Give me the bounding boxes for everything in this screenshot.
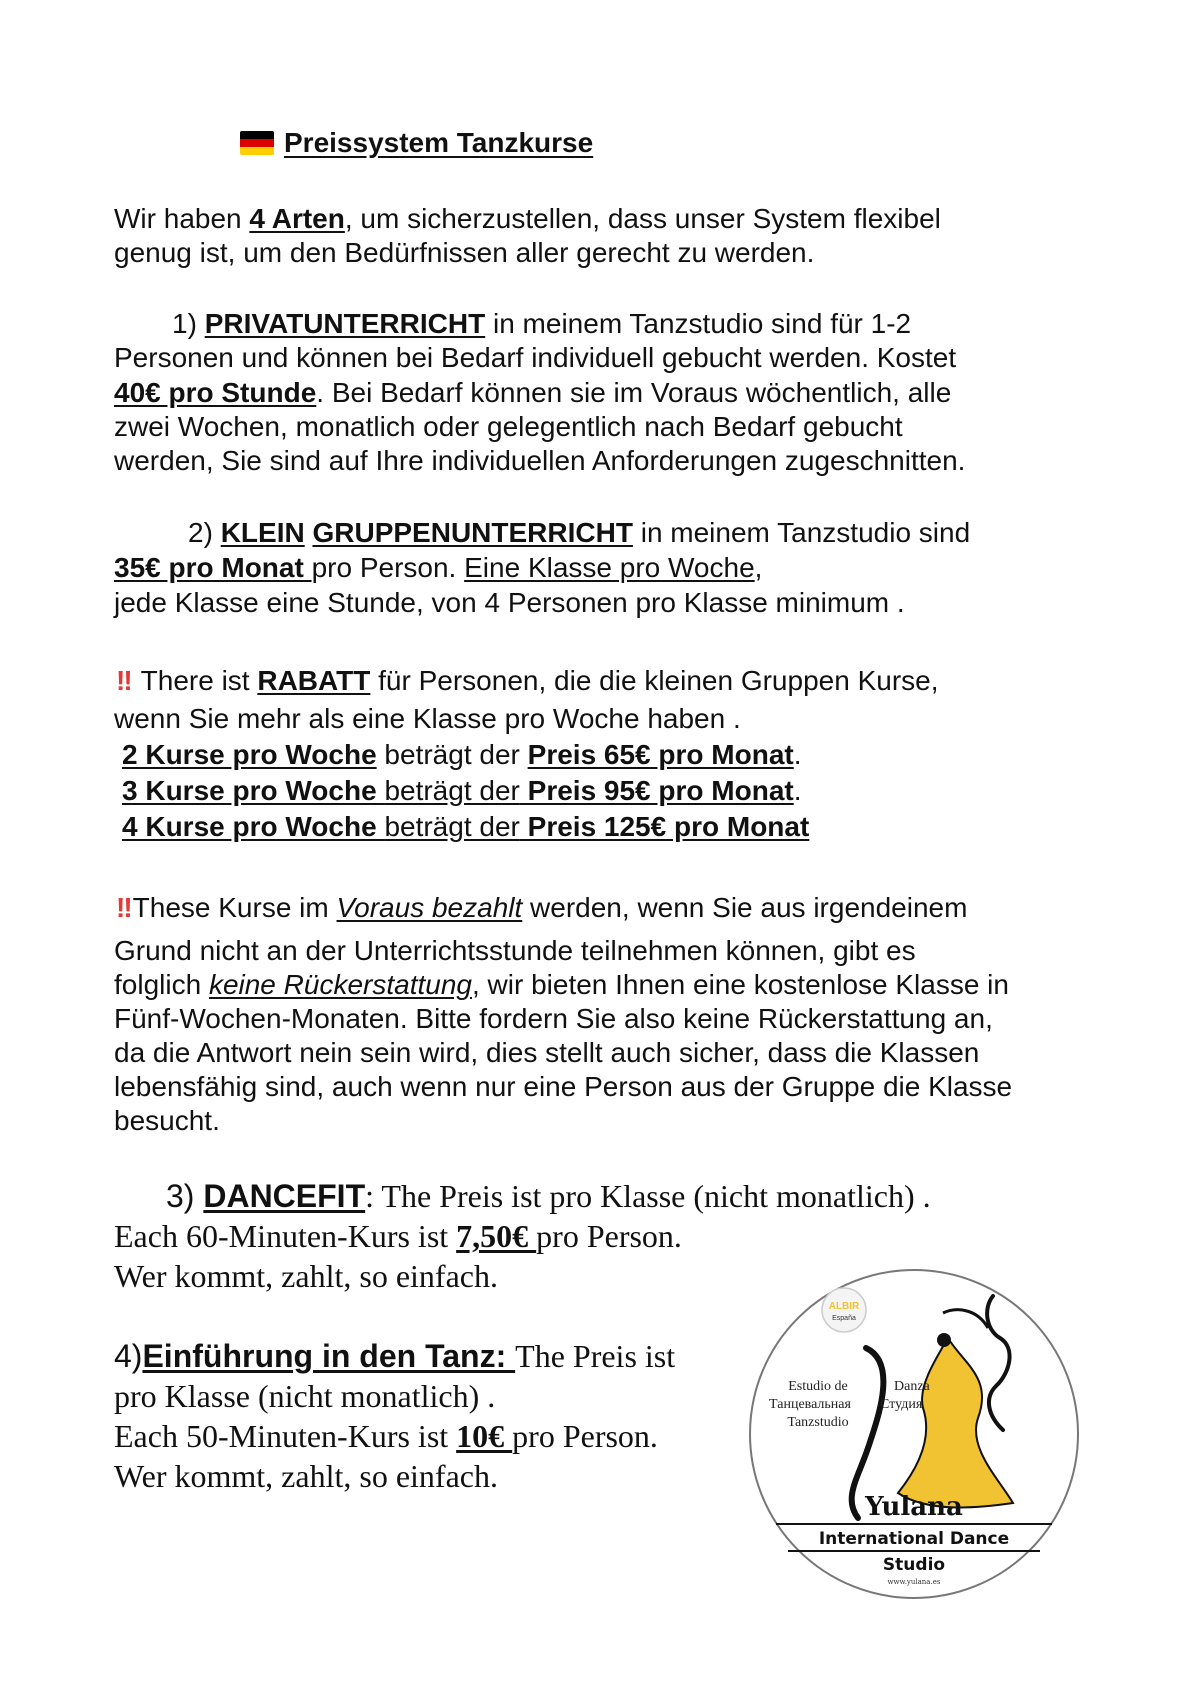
intro-text: , um sicherzustellen, dass unser System flexibel (344, 203, 941, 234)
intro-line-1 (114, 202, 941, 236)
section-2-line-3: jede Klasse eine Stunde, von 4 Personen pro Klasse minimum . (114, 587, 905, 618)
discount-keyword: RABATT (257, 665, 371, 696)
section-1-line-5: werden, Sie sind auf Ihre individuellen Anforderungen zugeschnitten. (114, 445, 966, 476)
section-1-title: PRIVATUNTERRICHT (204, 308, 486, 339)
refund-line-6: lebensfähig sind, auch wenn nur eine Person aus der Gruppe die Klasse (114, 1071, 1013, 1102)
section-3-title: DANCEFIT (203, 1178, 366, 1214)
section-text: in meinem Tanzstudio sind für 1-2 (485, 308, 912, 339)
section-2-heading (188, 516, 970, 550)
discount-line-1 (116, 664, 939, 698)
intro-dance-price: 10€ (456, 1418, 513, 1454)
private-price: 40€ pro Stunde (114, 377, 317, 408)
dancefit-price: 7,50€ (456, 1218, 537, 1254)
logo-right-text-2: Студия (880, 1397, 923, 1412)
intro-emphasis: 4 Arten (249, 203, 345, 234)
title-row (240, 126, 593, 160)
section-1-line-2: Personen und können bei Bedarf individuell gebucht werden. Kostet (114, 342, 957, 373)
logo-subtitle-1: International Dance (818, 1529, 1010, 1549)
logo-left-text-1: Estudio de (788, 1379, 848, 1394)
badge-text-1: ALBIR (828, 1301, 860, 1312)
refund-line-5: da die Antwort nein sein wird, dies stellt auch sicher, dass die Klassen (114, 1037, 980, 1068)
group-price: 35€ pro Monat (114, 552, 312, 583)
section-3-line-2 (114, 1216, 682, 1256)
refund-line-4: Fünf-Wochen-Monaten. Bitte fordern Sie also keine Rückerstattung an, (114, 1003, 993, 1034)
discount-text: There ist (140, 665, 258, 696)
section-text: . Bei Bedarf können sie im Voraus wöchentlich, alle (316, 377, 952, 408)
section-2-line-2 (114, 551, 762, 585)
no-refund-phrase: keine Rückerstattung (208, 969, 472, 1000)
section-text: pro Person. (512, 1418, 658, 1454)
section-2-title-b: GRUPPENUNTERRICHT (312, 517, 633, 548)
dancer-head-icon (937, 1333, 951, 1347)
refund-text: , wir bieten Ihnen eine kostenlose Klasse in (471, 969, 1009, 1000)
double-exclamation-icon: !! (116, 665, 131, 696)
section-4-line-4: Wer kommt, zahlt, so einfach. (114, 1458, 498, 1494)
section-4-line-2: pro Klasse (nicht monatlich) . (114, 1378, 496, 1414)
refund-line-3 (114, 968, 1009, 1002)
refund-text: folglich (114, 969, 209, 1000)
section-4-heading (114, 1336, 675, 1376)
discount-text: . (793, 775, 802, 806)
refund-line-1 (116, 891, 967, 925)
intro-line-2: genug ist, um den Bedürfnissen aller gerecht zu werden. (114, 237, 815, 268)
logo-url: www.yulana.es (887, 1578, 941, 1586)
discount-text: . (793, 739, 802, 770)
badge-text-2: España (832, 1315, 856, 1322)
logo-subtitle-2: Studio (882, 1555, 946, 1575)
section-3-line-3: Wer kommt, zahlt, so einfach. (114, 1258, 498, 1294)
refund-line-7: besucht. (114, 1105, 220, 1136)
section-text: in meinem Tanzstudio sind (632, 517, 971, 548)
discount-row (122, 774, 802, 808)
section-text: : The Preis ist pro Klasse (nicht monatlich) . (365, 1178, 931, 1214)
section-1-heading (172, 307, 911, 341)
discount-courses: 4 Kurse pro Woche (122, 811, 385, 842)
section-text: , (754, 552, 763, 583)
refund-text: These Kurse im (132, 892, 337, 923)
page-title: Preissystem Tanzkurse (284, 127, 594, 158)
intro-text: Wir haben (114, 203, 250, 234)
discount-text: beträgt der (384, 775, 520, 806)
section-1-line-4: zwei Wochen, monatlich oder gelegentlich nach Bedarf gebucht (114, 411, 903, 442)
prepaid-phrase: Voraus bezahlt (336, 892, 523, 923)
logo-name: Yulana (865, 1492, 963, 1522)
double-exclamation-icon: !! (116, 892, 131, 923)
section-4-line-3 (114, 1416, 658, 1456)
section-1-line-3 (114, 376, 951, 410)
section-text: Each 60-Minuten-Kurs ist (114, 1218, 457, 1254)
section-4-title: Einführung in den Tanz: (142, 1338, 516, 1374)
section-text: pro Person. (311, 552, 465, 583)
discount-row (122, 738, 802, 772)
section-number: 4) (114, 1338, 143, 1374)
section-text: Each 50-Minuten-Kurs ist (114, 1418, 457, 1454)
discount-courses: 2 Kurse pro Woche (122, 739, 377, 770)
yulana-studio-logo (748, 1268, 1080, 1600)
section-3-heading (166, 1176, 931, 1216)
refund-text: werden, wenn Sie aus irgendeinem (522, 892, 968, 923)
logo-left-text-3: Tanzstudio (787, 1415, 849, 1430)
german-flag-icon (240, 131, 274, 155)
section-number: 2) (188, 517, 221, 548)
discount-price: Preis 95€ pro Monat (519, 775, 794, 806)
discount-row (122, 810, 809, 844)
discount-price: Preis 125€ pro Monat (519, 811, 810, 842)
section-text: The Preis ist (515, 1338, 676, 1374)
section-number: 1) (172, 308, 205, 339)
class-frequency: Eine Klasse pro Woche (464, 552, 755, 583)
section-text: pro Person. (536, 1218, 682, 1254)
section-2-title-a: KLEIN (220, 517, 305, 548)
section-number: 3) (166, 1178, 204, 1214)
discount-courses: 3 Kurse pro Woche (122, 775, 385, 806)
discount-text: beträgt der (384, 811, 520, 842)
discount-text: für Personen, die die kleinen Gruppen Kurse, (370, 665, 939, 696)
discount-text: beträgt der (376, 739, 528, 770)
refund-line-2: Grund nicht an der Unterrichtsstunde teilnehmen können, gibt es (114, 935, 916, 966)
logo-right-text-1: Danza (894, 1379, 930, 1394)
discount-line-2: wenn Sie mehr als eine Klasse pro Woche haben . (114, 703, 741, 734)
discount-price: Preis 65€ pro Monat (527, 739, 794, 770)
logo-left-text-2: Танцевальная (769, 1397, 851, 1412)
